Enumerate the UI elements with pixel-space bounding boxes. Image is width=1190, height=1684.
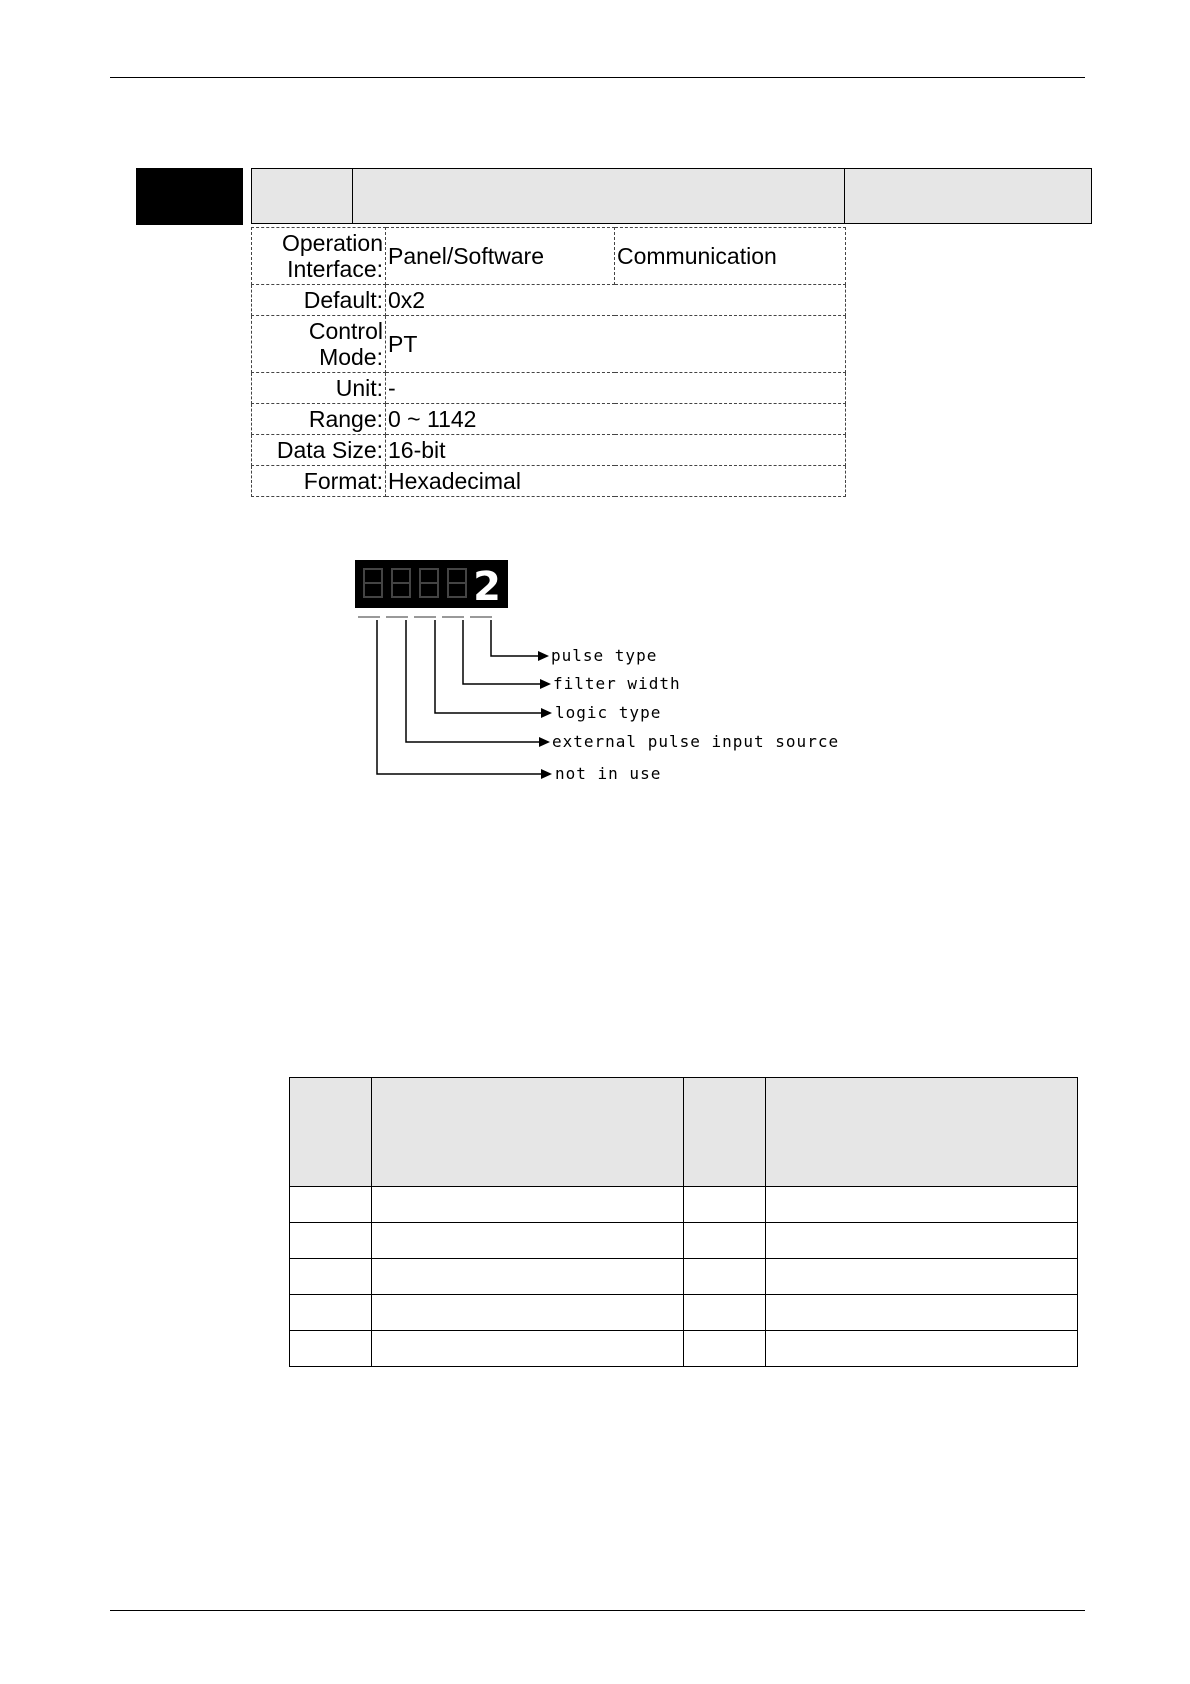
table-header-cell (372, 1078, 684, 1187)
setting-table (289, 1077, 1078, 1367)
table-cell (290, 1223, 372, 1259)
panel-software-value: Panel/Software (386, 228, 615, 285)
table-cell (372, 1259, 684, 1295)
table-row (290, 1187, 1078, 1223)
unit-value: - (386, 373, 846, 404)
label-filter-width: filter width (553, 674, 681, 693)
arrow-not-in-use (541, 769, 552, 779)
table-cell (766, 1223, 1078, 1259)
table-cell (684, 1223, 766, 1259)
parameter-header-box (251, 168, 1092, 224)
param-row-unit (252, 373, 846, 404)
unit-label: Unit: (252, 373, 386, 404)
communication-value: Communication (615, 228, 846, 285)
table-header-cell (684, 1078, 766, 1187)
table-cell (766, 1331, 1078, 1367)
format-value: Hexadecimal (386, 466, 846, 497)
header-divider (352, 169, 353, 223)
table-cell (290, 1331, 372, 1367)
table-row (290, 1259, 1078, 1295)
arrow-pulse-type (538, 651, 549, 661)
arrowheads (538, 651, 552, 779)
operation-interface-label: Operation Interface: (252, 228, 386, 285)
param-row-default (252, 285, 846, 316)
header-rule (110, 77, 1085, 78)
default-label: Default: (252, 285, 386, 316)
header-divider (844, 169, 845, 223)
table-cell (290, 1187, 372, 1223)
param-row-data-size (252, 435, 846, 466)
arrow-filter-width (540, 679, 551, 689)
label-not-in-use: not in use (555, 764, 662, 783)
label-pulse-type: pulse type (551, 646, 658, 665)
table-header-row (290, 1078, 1078, 1187)
table-cell (290, 1259, 372, 1295)
parameter-table (251, 227, 846, 497)
leader-lines (377, 620, 541, 774)
table-cell (684, 1187, 766, 1223)
table-cell (290, 1295, 372, 1331)
table-cell (766, 1295, 1078, 1331)
default-value: 0x2 (386, 285, 846, 316)
table-cell (766, 1187, 1078, 1223)
parameter-tab (136, 168, 243, 225)
table-row (290, 1295, 1078, 1331)
footer-rule (110, 1610, 1085, 1611)
table-cell (684, 1259, 766, 1295)
table-header-cell (290, 1078, 372, 1187)
param-row-control-mode (252, 316, 846, 373)
data-size-value: 16-bit (386, 435, 846, 466)
table-header-cell (766, 1078, 1078, 1187)
lit-digit: 2 (473, 564, 501, 610)
range-value: 0 ~ 1142 (386, 404, 846, 435)
param-row-range (252, 404, 846, 435)
table-cell (766, 1259, 1078, 1295)
param-row-format (252, 466, 846, 497)
table-row (290, 1331, 1078, 1367)
table-cell (372, 1223, 684, 1259)
range-label: Range: (252, 404, 386, 435)
label-external-pulse-input-source: external pulse input source (552, 732, 840, 751)
control-mode-label: Control Mode: (252, 316, 386, 373)
arrow-external-source (539, 737, 550, 747)
table-cell (684, 1331, 766, 1367)
param-row-operation (252, 228, 846, 285)
table-cell (372, 1295, 684, 1331)
table-cell (372, 1331, 684, 1367)
table-row (290, 1223, 1078, 1259)
table-cell (684, 1295, 766, 1331)
arrow-logic-type (541, 708, 552, 718)
data-size-label: Data Size: (252, 435, 386, 466)
label-logic-type: logic type (555, 703, 662, 722)
control-mode-value: PT (386, 316, 846, 373)
digit-assignment-diagram (355, 560, 875, 800)
table-cell (372, 1187, 684, 1223)
format-label: Format: (252, 466, 386, 497)
